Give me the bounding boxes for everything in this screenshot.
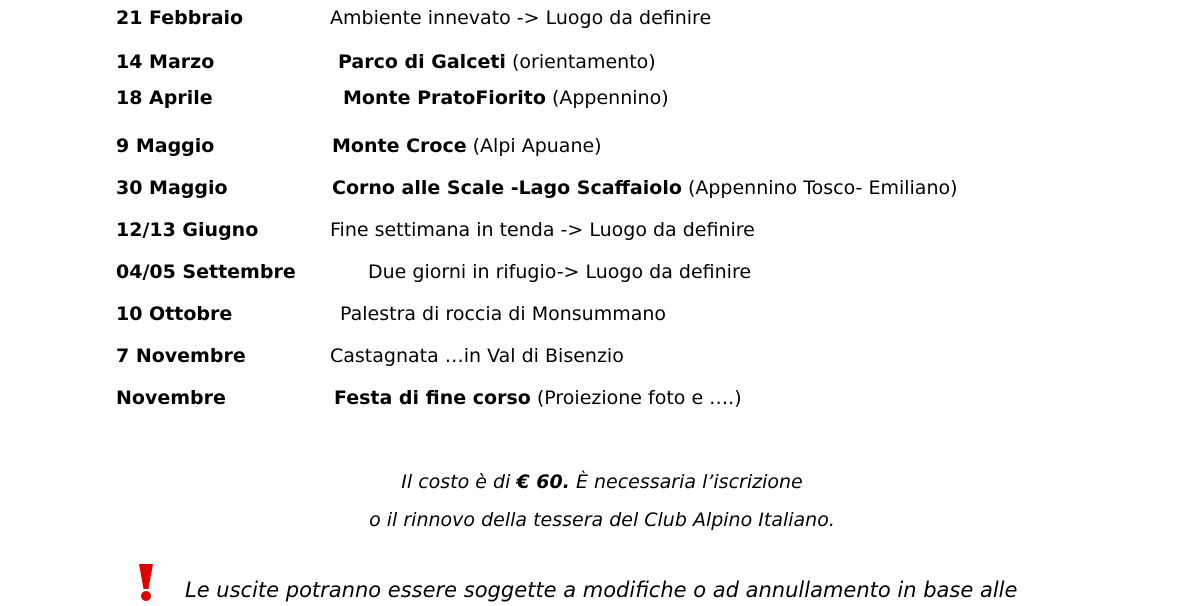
schedule-row — [0, 298, 1204, 330]
schedule-event — [330, 340, 624, 372]
event-title: Festa di fine corso — [334, 387, 531, 409]
event-note: (Alpi Apuane) — [472, 135, 602, 157]
event-note: (Appennino Tosco- Emiliano) — [687, 177, 958, 199]
schedule-event — [334, 382, 742, 414]
cost-line-2: o il rinnovo della tessera del Club Alpino Italiano. — [369, 509, 835, 531]
cost-suffix: È necessaria l’iscrizione — [569, 471, 803, 493]
schedule-event — [368, 256, 751, 288]
schedule-row — [0, 2, 1204, 34]
event-title: Monte Croce — [332, 135, 467, 157]
schedule-date: 30 Maggio — [116, 177, 228, 199]
event-plain: Ambiente innevato -> Luogo da definire — [330, 7, 712, 29]
event-note: (orientamento) — [512, 51, 656, 73]
warning-text: Le uscite potranno essere soggette a modifiche o ad annullamento in base alle — [185, 578, 1018, 602]
cost-amount: € 60. — [516, 471, 570, 493]
schedule-event — [332, 172, 958, 204]
schedule-date: 04/05 Settembre — [116, 261, 296, 283]
cost-prefix: Il costo è di — [401, 471, 517, 493]
schedule-event — [340, 298, 666, 330]
schedule-event — [332, 130, 602, 162]
event-title: Corno alle Scale -Lago Scaffaiolo — [332, 177, 682, 199]
schedule-event — [343, 82, 669, 114]
event-plain: Castagnata …in Val di Bisenzio — [330, 345, 624, 367]
schedule-row — [0, 172, 1204, 204]
schedule-event — [330, 214, 755, 246]
event-title: Monte PratoFiorito — [343, 87, 546, 109]
event-title: Parco di Galceti — [338, 51, 506, 73]
schedule-date: 12/13 Giugno — [116, 219, 259, 241]
schedule-row — [0, 130, 1204, 162]
schedule-date: 14 Marzo — [116, 51, 215, 73]
schedule-row — [0, 214, 1204, 246]
exclamation-icon — [135, 562, 157, 602]
schedule-row — [0, 46, 1204, 78]
schedule-date: 7 Novembre — [116, 345, 246, 367]
schedule-row — [0, 340, 1204, 372]
schedule-row — [0, 256, 1204, 288]
schedule-date: 21 Febbraio — [116, 7, 244, 29]
schedule-date: 18 Aprile — [116, 87, 213, 109]
schedule-date: Novembre — [116, 387, 226, 409]
cost-line-1 — [0, 466, 1204, 498]
event-plain: Due giorni in rifugio-> Luogo da definire — [368, 261, 752, 283]
schedule-date: 9 Maggio — [116, 135, 215, 157]
schedule-date: 10 Ottobre — [116, 303, 233, 325]
schedule-event — [338, 46, 656, 78]
schedule-row — [0, 82, 1204, 114]
event-note: (Appennino) — [551, 87, 669, 109]
event-plain: Fine settimana in tenda -> Luogo da definire — [330, 219, 755, 241]
schedule-event — [330, 2, 711, 34]
event-plain: Palestra di roccia di Monsummano — [340, 303, 667, 325]
schedule-row — [0, 382, 1204, 414]
event-note: (Proiezione foto e ….) — [536, 387, 742, 409]
